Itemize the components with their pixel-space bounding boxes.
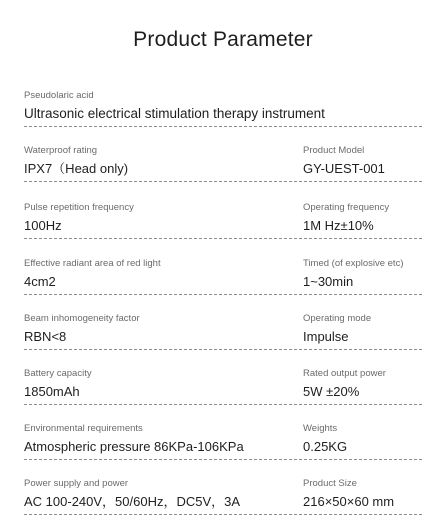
param-row (24, 202, 422, 239)
param-product-model (303, 145, 385, 177)
param-value: IPX7（Head only) (24, 161, 129, 176)
param-product-name (24, 90, 325, 122)
param-label: Product Size (303, 478, 357, 489)
param-row (24, 368, 422, 405)
param-row-product-name (24, 90, 422, 127)
param-environmental-requirements (24, 423, 244, 455)
param-value: 100Hz (24, 218, 62, 233)
param-value: 5W ±20% (303, 384, 360, 399)
param-operating-frequency (303, 202, 389, 234)
param-power-supply (24, 478, 240, 510)
param-waterproof-rating (24, 145, 128, 177)
param-row (24, 313, 422, 350)
param-value: 1M Hz±10% (303, 218, 374, 233)
param-label: Environmental requirements (24, 423, 143, 434)
param-label: Weights (303, 423, 338, 434)
param-beam-inhomogeneity (24, 313, 140, 345)
param-rated-output-power (303, 368, 386, 400)
param-weights (303, 423, 347, 455)
param-value: Impulse (303, 329, 349, 344)
param-row (24, 478, 422, 515)
param-value: 1~30min (303, 274, 354, 289)
param-value: 216×50×60 mm (303, 494, 395, 509)
param-label: Pseudolaric acid (24, 90, 94, 101)
param-row (24, 258, 422, 295)
page-title: Product Parameter (133, 28, 313, 51)
param-label: Operating frequency (303, 202, 390, 213)
param-value: AC 100-240V，50/60Hz，DC5V，3A (24, 494, 241, 509)
param-label: Beam inhomogeneity factor (24, 313, 140, 324)
param-label: Waterproof rating (24, 145, 98, 156)
param-label: Rated output power (303, 368, 386, 379)
param-label: Timed (of explosive etc) (303, 258, 404, 269)
param-label: Product Model (303, 145, 365, 156)
param-value: RBN<8 (24, 329, 67, 344)
param-value: Atmospheric pressure 86KPa-106KPa (24, 439, 244, 454)
param-battery-capacity (24, 368, 92, 400)
param-label: Pulse repetition frequency (24, 202, 134, 213)
param-label: Effective radiant area of red light (24, 258, 161, 269)
param-value: 0.25KG (303, 439, 348, 454)
param-red-light-area (24, 258, 161, 290)
param-product-size (303, 478, 394, 510)
param-row (24, 145, 422, 182)
param-label: Battery capacity (24, 368, 92, 379)
param-operating-mode (303, 313, 371, 345)
param-row (24, 423, 422, 460)
param-label: Operating mode (303, 313, 372, 324)
param-timed (303, 258, 404, 290)
param-pulse-repetition-frequency (24, 202, 134, 234)
param-value: 4cm2 (24, 274, 56, 289)
param-value: GY-UEST-001 (303, 161, 385, 176)
param-value: 1850mAh (24, 384, 80, 399)
param-label: Power supply and power (24, 478, 129, 489)
param-value: Ultrasonic electrical stimulation therapy instrument (24, 106, 325, 121)
